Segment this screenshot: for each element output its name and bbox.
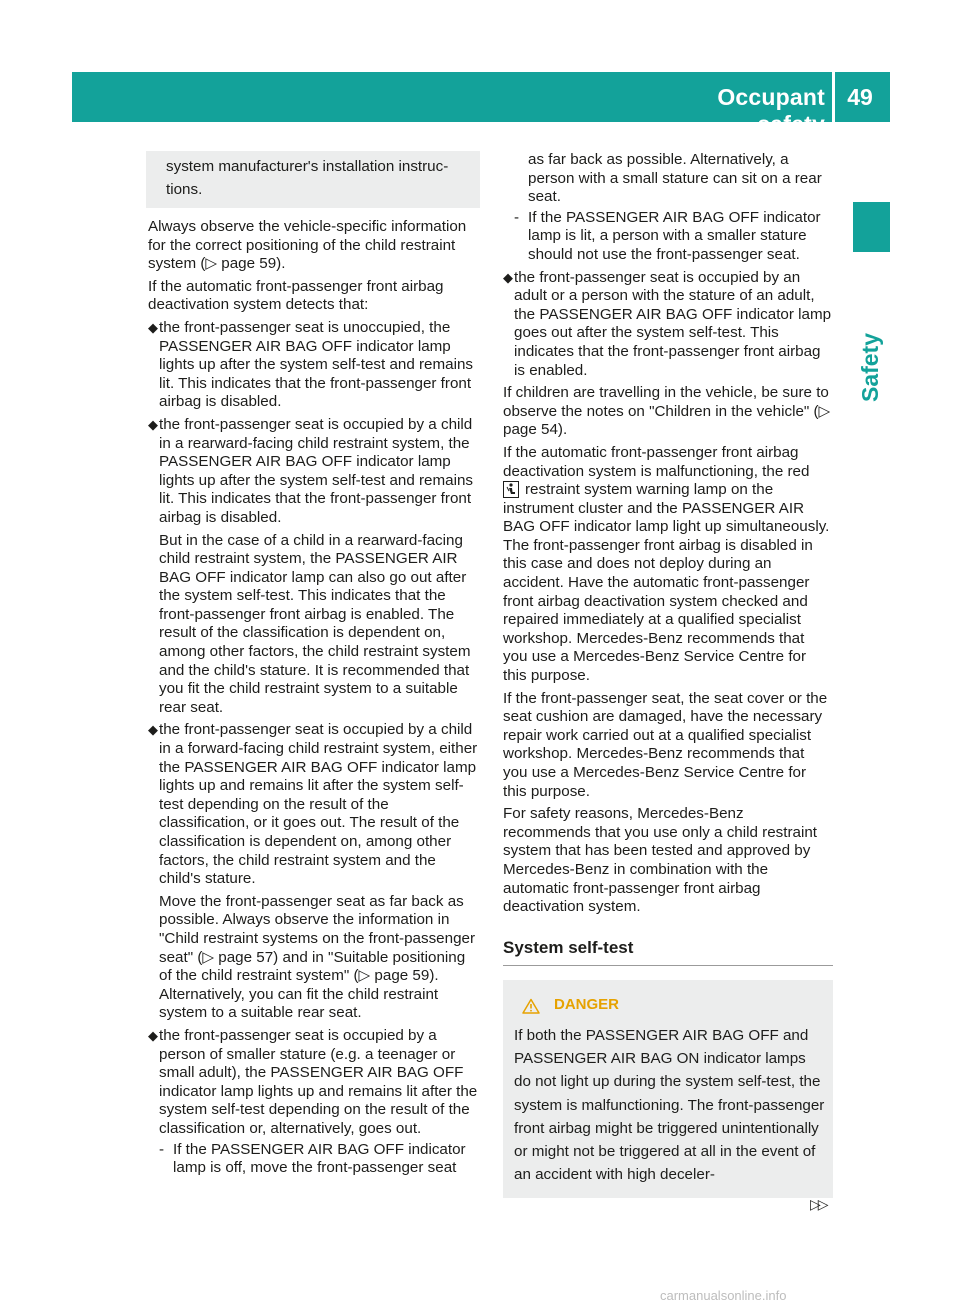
footer-watermark: carmanualsonline.info [660,1288,787,1303]
continue-arrow-icon: ▷▷ [810,1196,826,1212]
danger-box [503,980,833,1198]
bullet-icon: ◆ [148,722,158,738]
list-item [148,1027,480,1182]
dash-item [503,209,833,265]
right-column [503,151,833,1198]
list-item [503,269,833,381]
dash-text: If the PASSENGER AIR BAG OFF indicator lamp is off, move the front-passenger seat [173,1140,466,1177]
paragraph [503,444,833,686]
dash-text-continued: as far back as possible. Alternatively, a person with a small stature can sit on a rear seat. [528,151,822,206]
paragraph: Always observe the vehicle-specific information for the correct positioning of the child restraint system (▷ page 59). [148,218,467,273]
note-line: system manufacturer's installation instruc- [166,158,449,175]
dash-marker: - [514,208,520,226]
bullet-paragraph: But in the case of a child in a rearward-facing child restraint system, the PASSENGER AIR BAG OFF indicator lamp can also go out after the system self-test. This indicates that the front-passenger front airbag is enabled. The result of the classification is dependent on, among other factors, the child restraint system and the child's stature. It is recommended that you fit the child restraint system to a suitable rear seat. [159,531,471,716]
paragraph-part: If the automatic front-passenger front airbag deactivation system is malfunctioning, the red [503,443,810,480]
side-tab-block [853,202,890,252]
bullet-text: the front-passenger seat is occupied by a person of smaller stature (e.g. a teenager or small adult), the PASSENGER AIR BAG OFF indicator lamp lights up and remains lit after the system self-test depending on the result of the classification or, alternatively, goes out. [159,1026,478,1137]
danger-header [514,996,825,1015]
list-item [148,721,480,1023]
list-item [148,416,480,718]
section-heading: System self-test [503,939,833,967]
paragraph: If children are travelling in the vehicle, be sure to observe the notes on "Children in the vehicle" (▷ page 54). [503,384,831,439]
bullet-icon: ◆ [148,319,158,335]
dash-text: If the PASSENGER AIR BAG OFF indicator lamp is lit, a person with a smaller stature should not use the front-passenger seat. [528,208,821,263]
list-item [148,319,480,412]
paragraph: If the front-passenger seat, the seat cover or the seat cushion are damaged, have the necessary repair work carried out at a qualified specialist workshop. Mercedes-Benz recommends that you use a Mercedes-Benz Service Centre for this purpose. [503,689,828,800]
side-tab-label: Safety [857,332,884,402]
dash-marker: - [159,1140,165,1158]
left-column [148,151,480,1186]
warning-triangle-icon [522,998,540,1014]
note-box [146,151,480,208]
danger-label: DANGER [554,996,620,1014]
paragraph-part: restraint system warning lamp on the instrument cluster and the PASSENGER AIR BAG OFF indicator lamp light up simultaneously. The front-passenger front airbag is disabled in this case and does not deploy during an accident. Have the automatic front-passenger front airbag deactivation system checked and repaired immediately at a qualified specialist workshop. Mercedes-Benz recommends that you use a Mercedes-Benz Service Centre for this purpose. [503,481,830,685]
bullet-text: the front-passenger seat is occupied by an adult or a person with the stature of an adult, the PASSENGER AIR BAG OFF indicator lamp goes out after the system self-test. This indicates that the front-passenger front airbag is enabled. [514,268,832,379]
danger-text: If both the PASSENGER AIR BAG OFF and PASSENGER AIR BAG ON indicator lamps do not light up during the system self-test, the system is malfunctioning. The front-passenger front airbag might be triggered unintentionally or might not be triggered at all in the event of an accident with high deceler- [514,1026,825,1184]
note-line: tions. [166,181,203,198]
paragraph: If the automatic front-passenger front airbag deactivation system detects that: [148,277,444,314]
section-title: Occupant safety [717,84,825,137]
page-number: 49 [847,84,873,110]
bullet-text: the front-passenger seat is unoccupied, the PASSENGER AIR BAG OFF indicator lamp lights up after the system self-test and remains lit. This indicates that the front-passenger front airbag is disabled. [159,318,474,411]
dash-item [159,1141,480,1178]
bullet-icon: ◆ [148,1027,158,1043]
bullet-text: the front-passenger seat is occupied by a child in a rearward-facing child restraint system, the PASSENGER AIR BAG OFF indicator lamp lights up after the system self-test and remains lit. This indicates that the front-passenger front airbag is disabled. [159,415,474,526]
header-divider [832,72,835,122]
bullet-paragraph: Move the front-passenger seat as far back as possible. Always observe the information in "Child restraint systems on the front-passenger seat" (▷ page 57) and in "Suitable positioning of the child restraint system" (▷ page 59). Alternatively, you can fit the child restraint system to a suitable rear seat. [159,892,476,1022]
paragraph: For safety reasons, Mercedes-Benz recommends that you use only a child restraint system that has been tested and approved by Mercedes-Benz in combination with the automatic front-passenger front airbag deactivation system. [503,805,818,916]
side-tab [851,327,891,407]
restraint-warning-lamp-icon [503,481,519,498]
bullet-text: the front-passenger seat is occupied by a child in a forward-facing child restraint system, either the PASSENGER AIR BAG OFF indicator lamp lights up and remains lit after the system self-test depending on the result of the classification, or it goes out. The result of the classification is dependent on, among other factors, the child restraint system and the child's stature. [159,721,478,888]
bullet-icon: ◆ [503,269,513,285]
bullet-icon: ◆ [148,416,158,432]
